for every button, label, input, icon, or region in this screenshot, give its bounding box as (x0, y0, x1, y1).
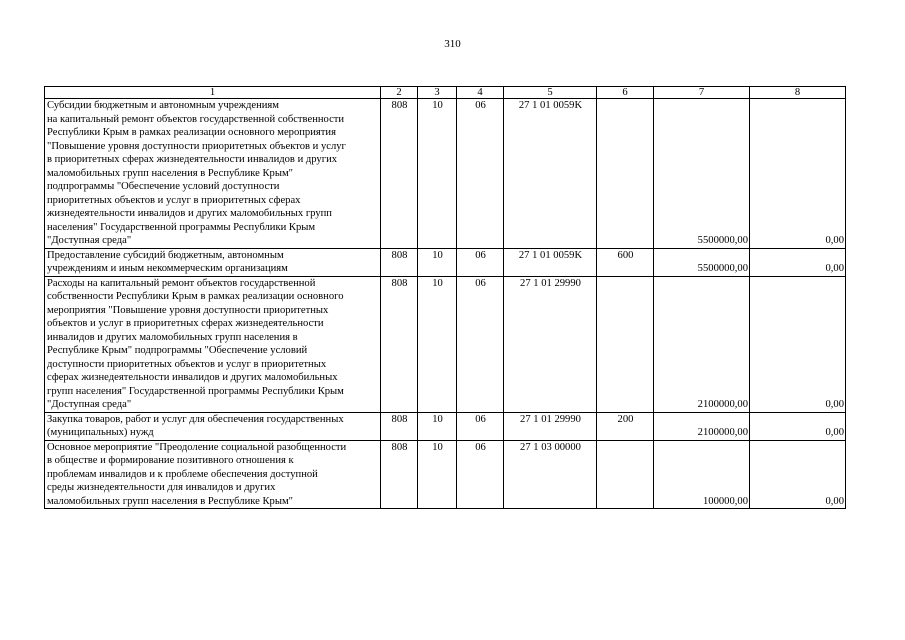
header-cell-5: 5 (504, 87, 597, 99)
row-target-cell: 27 1 01 0059K (504, 248, 597, 276)
row-code-cell: 808 (381, 99, 418, 249)
row-section-cell: 10 (418, 99, 457, 249)
row-target-cell: 27 1 01 29990 (504, 412, 597, 440)
header-row (45, 87, 846, 99)
row-name-cell: Расходы на капитальный ремонт объектов государственной собственности Республики Крым в рамках реализации основного мероприятия "Повышение уровня доступности приоритетных объектов и услуг в приоритетных сферах жизнедеятельности инвалидов и других маломобильных групп населения в Республике Крым" подпрограммы "Обеспечение условий доступности приоритетных объектов и услуг в приоритетных сферах жизнедеятельности инвалидов и других маломобильных групп населения" Государственной программы Республики Крым "Доступная среда" (45, 276, 381, 412)
row-amount2-cell: 0,00 (750, 440, 846, 509)
row-section-cell: 10 (418, 440, 457, 509)
header-cell-8: 8 (750, 87, 846, 99)
row-subsection-cell: 06 (457, 440, 504, 509)
row-type-cell: 200 (597, 412, 654, 440)
header-cell-6: 6 (597, 87, 654, 99)
row-section-cell: 10 (418, 248, 457, 276)
row-amount2-cell: 0,00 (750, 412, 846, 440)
row-name-cell: Субсидии бюджетным и автономным учреждениям на капитальный ремонт объектов государственной собственности Республики Крым в рамках реализации основного мероприятия "Повышение уровня доступности приоритетных объектов и услуг в приоритетных сферах жизнедеятельности инвалидов и других маломобильных групп населения в Республике Крым" подпрограммы "Обеспечение условий доступности приоритетных объектов и услуг в приоритетных сферах жизнедеятельности инвалидов и других маломобильных групп населения" Государственной программы Республики Крым "Доступная среда" (45, 99, 381, 249)
row-section-cell: 10 (418, 276, 457, 412)
row-type-cell (597, 99, 654, 249)
budget-table (44, 86, 846, 509)
row-amount2-cell: 0,00 (750, 99, 846, 249)
table-row (45, 99, 846, 249)
row-code-cell: 808 (381, 412, 418, 440)
row-amount-cell: 2100000,00 (654, 412, 750, 440)
row-amount2-cell: 0,00 (750, 248, 846, 276)
header-cell-3: 3 (418, 87, 457, 99)
table-row (45, 276, 846, 412)
row-subsection-cell: 06 (457, 99, 504, 249)
row-target-cell: 27 1 03 00000 (504, 440, 597, 509)
row-subsection-cell: 06 (457, 248, 504, 276)
table-row (45, 412, 846, 440)
table-row (45, 248, 846, 276)
header-cell-4: 4 (457, 87, 504, 99)
row-type-cell (597, 276, 654, 412)
row-code-cell: 808 (381, 248, 418, 276)
row-amount-cell: 2100000,00 (654, 276, 750, 412)
page-number: 310 (444, 38, 461, 50)
row-amount-cell: 100000,00 (654, 440, 750, 509)
row-code-cell: 808 (381, 276, 418, 412)
row-name-cell: Основное мероприятие "Преодоление социальной разобщенности в обществе и формирование позитивного отношения к проблемам инвалидов и к проблеме обеспечения доступной среды жизнедеятельности для инвалидов и других маломобильных групп населения в Республике Крым" (45, 440, 381, 509)
row-type-cell: 600 (597, 248, 654, 276)
row-subsection-cell: 06 (457, 276, 504, 412)
row-amount-cell: 5500000,00 (654, 248, 750, 276)
row-target-cell: 27 1 01 0059K (504, 99, 597, 249)
header-cell-7: 7 (654, 87, 750, 99)
header-cell-2: 2 (381, 87, 418, 99)
row-target-cell: 27 1 01 29990 (504, 276, 597, 412)
header-cell-1: 1 (45, 87, 381, 99)
row-name-cell: Предоставление субсидий бюджетным, автономным учреждениям и иным некоммерческим организациям (45, 248, 381, 276)
row-type-cell (597, 440, 654, 509)
table-row (45, 440, 846, 509)
row-amount-cell: 5500000,00 (654, 99, 750, 249)
row-section-cell: 10 (418, 412, 457, 440)
row-name-cell: Закупка товаров, работ и услуг для обеспечения государственных (муниципальных) нужд (45, 412, 381, 440)
row-subsection-cell: 06 (457, 412, 504, 440)
row-amount2-cell: 0,00 (750, 276, 846, 412)
row-code-cell: 808 (381, 440, 418, 509)
